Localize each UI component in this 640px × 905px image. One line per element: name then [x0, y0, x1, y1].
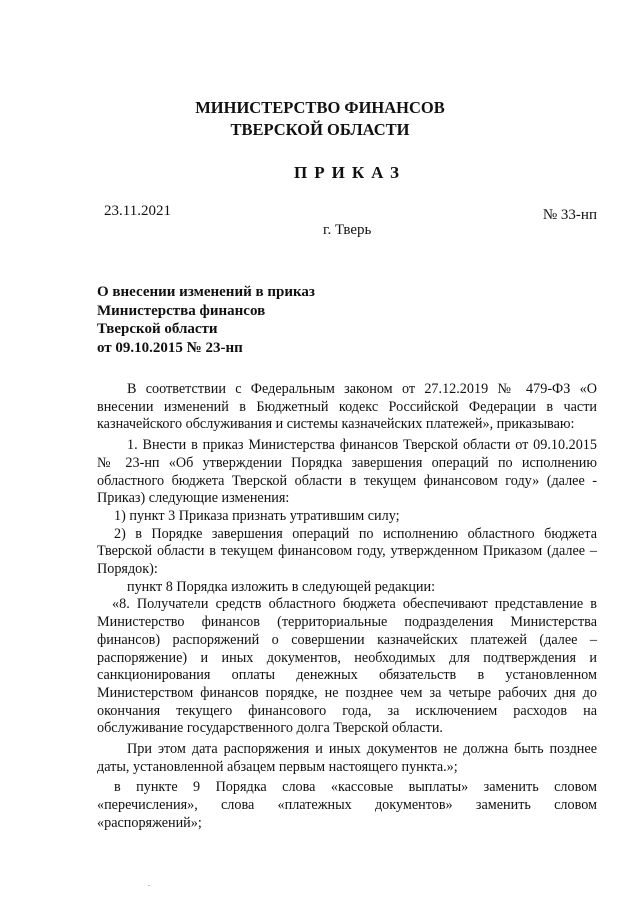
order-number: № 33-нп — [542, 207, 597, 223]
body-paragraph: в пункте 9 Порядка слова «кассовые выплаты» заменить словом «перечисления», слова «платежных документов» заменить словом «распоряжений»; — [97, 779, 597, 831]
order-city: г. Тверь — [323, 222, 372, 238]
order-subject — [97, 283, 315, 357]
body-paragraph: 2) в Порядке завершения операций по исполнению областного бюджета Тверской области в текущем финансовом году, утвержденном Приказом (далее – Порядок): — [97, 525, 597, 578]
ministry-name-line2: ТВЕРСКОЙ ОБЛАСТИ — [230, 120, 410, 139]
body-paragraph: «8. Получатели средств областного бюджета обеспечивают представление в Министерство финансов (территориальные подразделения Министерства финансов) распоряжений о совершении казначейских платежей (далее – распоряжение) и иных документов, необходимых для подтверждения и санкционирования оплаты денежных обязательств в установленном Министерством финансов порядке, не позднее чем за четыре рабочих дня до окончания текущего финансового года, за исключением расходов на обслуживание государственного долга Тверской области. — [97, 596, 597, 737]
body-paragraph: 1) пункт 3 Приказа признать утратившим силу; — [114, 507, 400, 524]
order-title: ПРИКАЗ — [294, 163, 406, 182]
body-paragraph: 1. Внести в приказ Министерства финансов Тверской области от 09.10.2015 № 23-нп «Об утверждении Порядка завершения операций по исполнению областного бюджета Тверской области в текущем финансовом году» (далее - Приказ) следующие изменения: — [97, 437, 597, 507]
ministry-name-line1: МИНИСТЕРСТВО ФИНАНСОВ — [195, 98, 445, 117]
order-date: 23.11.2021 — [104, 203, 171, 219]
subject-line: Тверской области — [97, 321, 218, 337]
subject-line: Министерства финансов — [97, 302, 266, 319]
body-paragraph: В соответствии с Федеральным законом от 27.12.2019 № 479-ФЗ «О внесении изменений в Бюджетный кодекс Российской Федерации в части казначейского обслуживания и системы казначейских платежей», приказываю: — [97, 381, 597, 433]
body-paragraph: При этом дата распоряжения и иных документов не должна быть позднее даты, установленной абзацем первым настоящего пункта.»; — [97, 741, 597, 775]
order-body — [97, 381, 597, 833]
body-paragraph: пункт 8 Порядка изложить в следующей редакции: — [127, 578, 436, 595]
scan-speck — [148, 885, 150, 886]
subject-line: О внесении изменений в приказ — [97, 284, 315, 300]
subject-line: от 09.10.2015 № 23-нп — [97, 339, 243, 356]
